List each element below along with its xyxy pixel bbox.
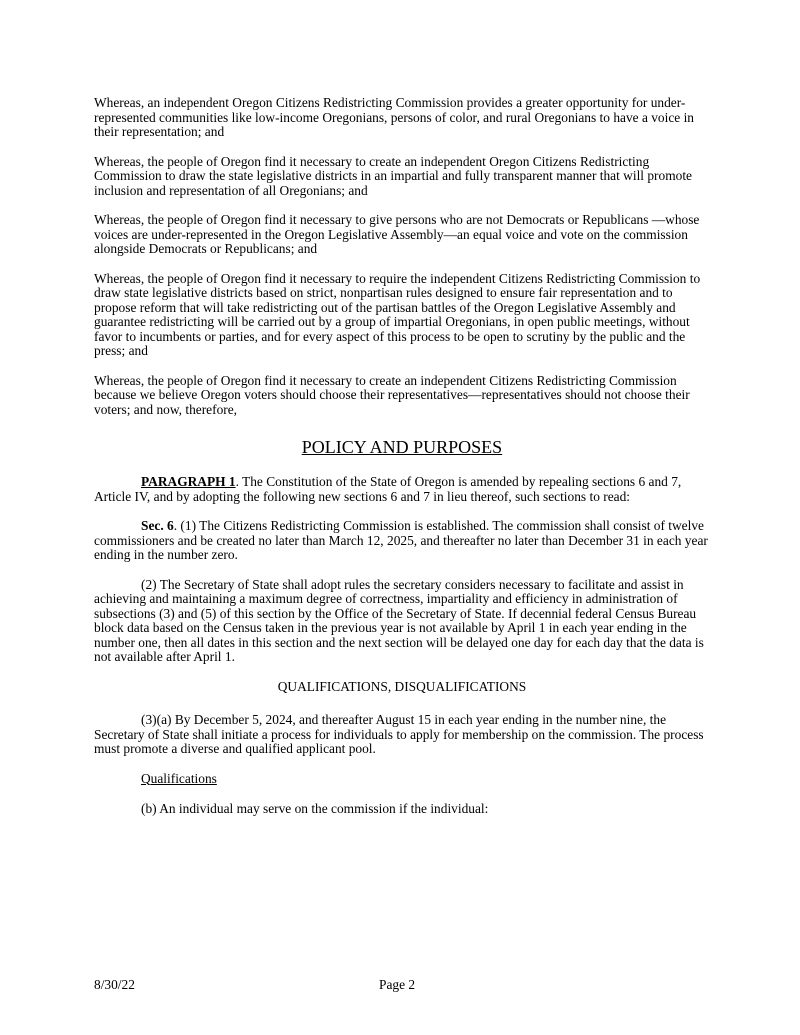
subsection-3a: (3)(a) By December 5, 2024, and thereafter August 15 in each year ending in the number nine, the Secretary of State shall initiate a process for individuals to apply for membership on the commission. The process must promote a diverse and qualified applicant pool. (94, 712, 704, 756)
paragraph-1 (94, 475, 710, 504)
policy-title: POLICY AND PURPOSES (301, 437, 503, 457)
page-footer (94, 978, 710, 996)
subsection-3b: (b) An individual may serve on the commission if the individual: (141, 801, 489, 816)
section-6-text: . (1) The Citizens Redistricting Commission is established. The commission shall consist of twelve commissioners and be created no later than March 12, 2025, and thereafter no later than December 31 in each year ending in the number zero. (94, 518, 708, 562)
whereas-clause: Whereas, the people of Oregon find it necessary to create an independent Oregon Citizens Redistricting Commission to draw the state legislative districts in an impartial and fully transparent manner that will promote inclusion and representation of all Oregonians; and (94, 153, 692, 198)
document-body (94, 96, 710, 832)
footer-page-number: Page 2 (379, 977, 416, 992)
footer-date: 8/30/22 (94, 977, 135, 992)
section-6-label: Sec. 6 (141, 518, 174, 533)
whereas-clause: Whereas, the people of Oregon find it necessary to give persons who are not Democrats or Republicans —whose voices are under-represented in the Oregon Legislative Assembly—an equal voice and vote on the commission alongside Democrats or Republicans; and (94, 212, 700, 256)
subsection-2: (2) The Secretary of State shall adopt rules the secretary considers necessary to facilitate and assist in achieving and maintaining a maximum degree of correctness, impartiality and efficiency in administration of subsections (3) and (5) of this section by the Office of the Secretary of State. If decennial federal Census Bureau block data based on the Census taken in the previous year is not available by April 1 in each year ending in the number one, then all dates in this section and the next section will be delayed one day for each day that the data is not available after April 1. (94, 576, 704, 664)
whereas-clause: Whereas, the people of Oregon find it necessary to require the independent Citizens Redistricting Commission to draw state legislative districts based on strict, nonpartisan rules designed to ensure fair representation and to propose reform that will take redistricting out of the partisan battles of the Oregon Legislative Assembly and guarantee redistricting will be carried out by a group of impartial Oregonians, in open public meetings, without favor to incumbents or parties, and for every aspect of this process to be open to scrutiny by the public and the press; and (94, 270, 701, 358)
qualifications-subheading: Qualifications (141, 770, 217, 786)
qualifications-disqualifications-heading: QUALIFICATIONS, DISQUALIFICATIONS (277, 678, 527, 694)
paragraph-1-label: PARAGRAPH 1 (141, 474, 236, 489)
paragraph-1-text: . The Constitution of the State of Oregon is amended by repealing sections 6 and 7, Article IV, and by adopting the following new sections 6 and 7 in lieu thereof, such sections to read: (94, 474, 682, 504)
section-6 (94, 519, 710, 563)
whereas-clause: Whereas, the people of Oregon find it necessary to create an independent Citizens Redistricting Commission because we believe Oregon voters should choose their representatives—representatives should not choose their voters; and now, therefore, (94, 372, 690, 417)
whereas-clause: Whereas, an independent Oregon Citizens Redistricting Commission provides a greater opportunity for under-represented communities like low-income Oregonians, persons of color, and rural Oregonians to have a voice in their representation; and (94, 95, 694, 139)
